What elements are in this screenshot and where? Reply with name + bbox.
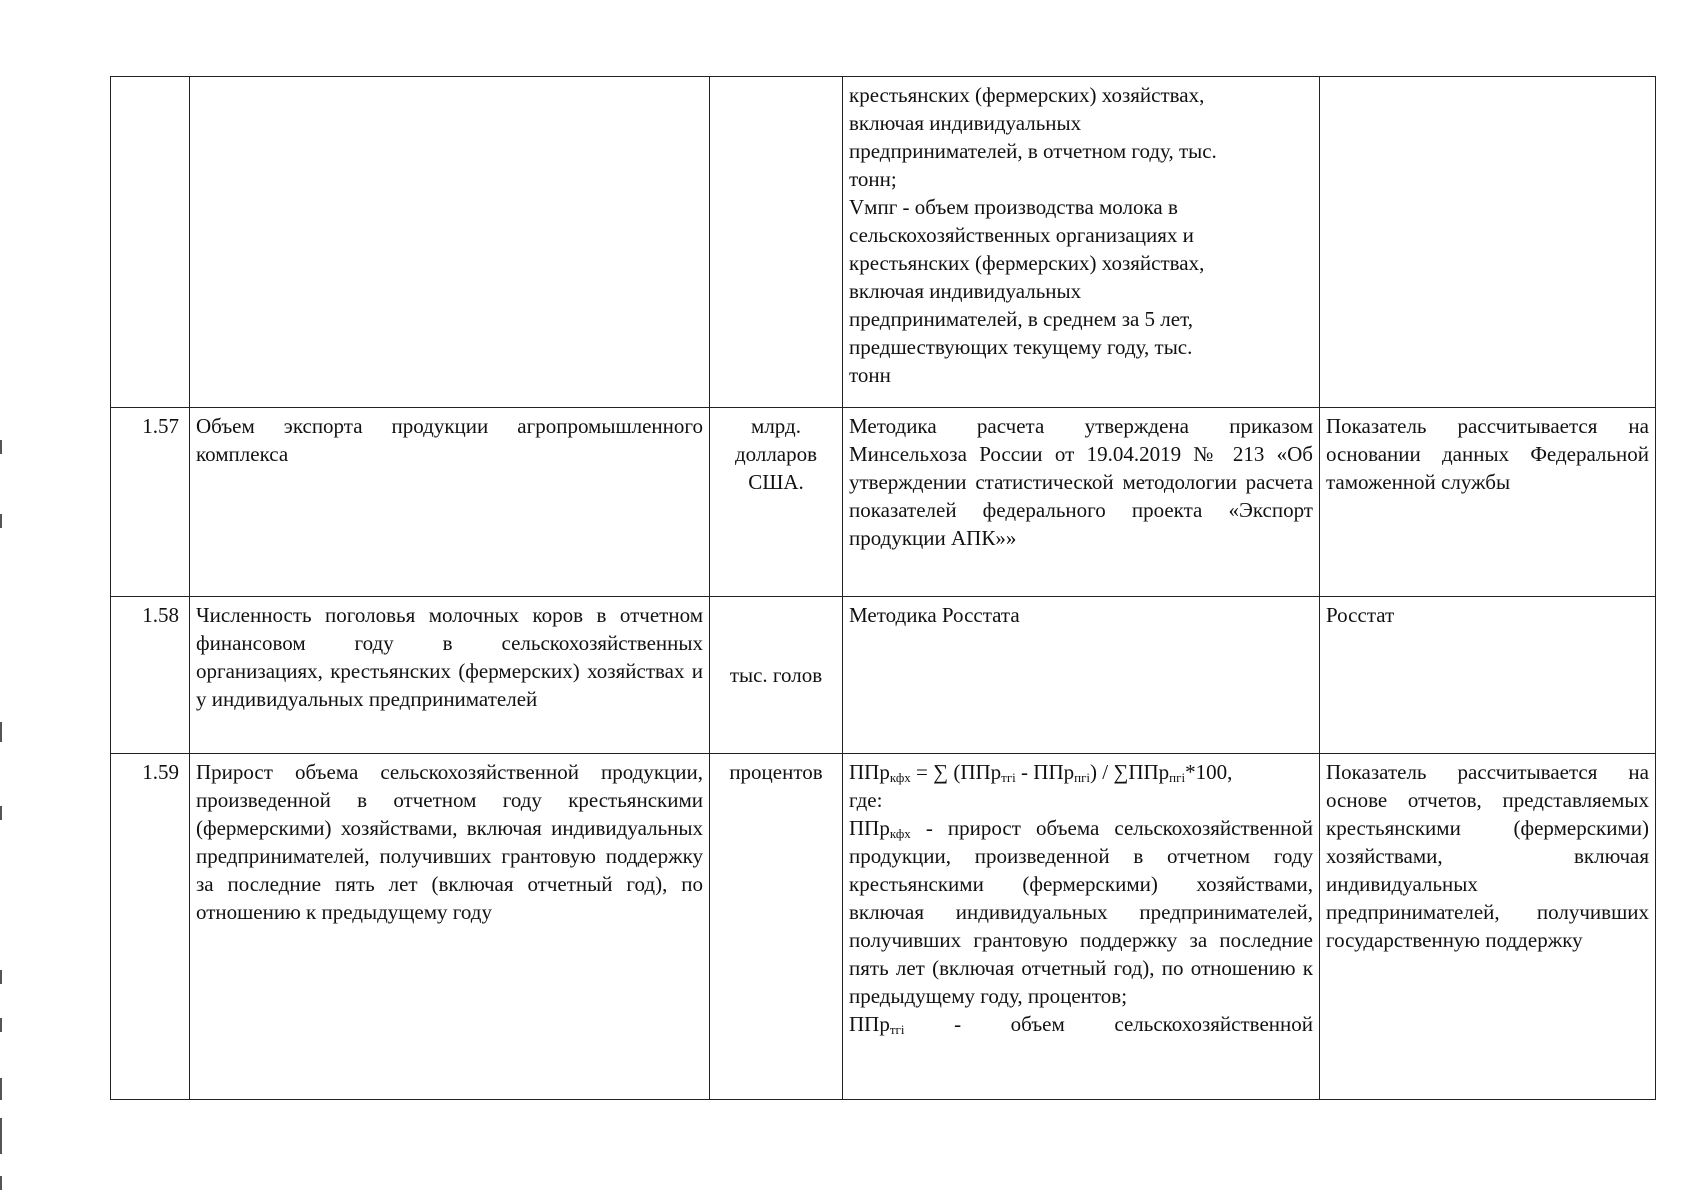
scan-margin-mark [0,1118,2,1154]
definition-subscript: тгi [889,1022,905,1037]
cell-number [111,77,190,408]
method-line: сельскохозяйственных организациях и [849,223,1194,247]
scan-margin-mark [0,1176,2,1190]
method-line: тонн; [849,167,897,191]
cell-source: Показатель рассчитывается на основании данных Федеральной таможенной службы [1320,408,1656,597]
scan-margin-mark [0,970,2,984]
indicators-table [110,76,1656,1100]
method-line: включая индивидуальных [849,279,1082,303]
formula-tail: *100, [1185,760,1233,784]
table-row [111,597,1656,754]
method-line: предпринимателей, в отчетном году, тыс. [849,139,1217,163]
scan-margin-mark [0,1018,2,1032]
method-line: крестьянских (фермерских) хозяйствах, [849,83,1205,107]
definition-subscript: кфх [889,826,911,841]
method-line: предшествующих текущему году, тыс. [849,335,1193,359]
cell-unit: процентов [710,754,843,1100]
cell-method [843,77,1320,408]
formula-subscript: тгi [1001,770,1016,785]
formula-lhs: ППр [849,760,890,784]
method-line: Vмпг - объем производства молока в [849,195,1178,219]
cell-number: 1.58 [111,597,190,754]
definition-term: ППр [849,1012,890,1036]
cell-source: Показатель рассчитывается на основе отчетов, представляемых крестьянскими (фермерскими) хозяйствами, включая индивидуальных предпринимателей, получивших государственную поддержку [1320,754,1656,1100]
formula-part: - ППр [1015,760,1075,784]
method-line: включая индивидуальных [849,111,1082,135]
indicator-name-text: Объем экспорта продукции агропромышленного комплекса [196,414,703,466]
formula-lhs-subscript: кфх [889,770,911,785]
scan-margin-mark [0,722,2,742]
cell-indicator-name: Численность поголовья молочных коров в отчетном финансовом году в сельскохозяйственных организациях, крестьянских (фермерских) хозяйствах и у индивидуальных предпринимателей [190,597,710,754]
formula-part: ) / ∑ППр [1090,760,1170,784]
scan-margin-mark [0,514,2,528]
scan-margin-mark [0,806,2,820]
formula-subscript: пгi [1074,770,1091,785]
scan-margin-mark [0,1078,2,1100]
cell-unit [710,77,843,408]
cell-method: Методика Росстата [843,597,1320,754]
unit-line: млрд. [751,414,801,438]
table-row [111,754,1656,1100]
cell-source: Росстат [1320,597,1656,754]
method-line: тонн [849,363,891,387]
definition-text: - прирост объема сельскохозяйственной продукции, произведенной в отчетном году крестьянскими (фермерскими) хозяйствами, включая индивидуальных предпринимателей, получивших грантовую поддержку за последние пять лет (включая отчетный год), по отношению к предыдущему году, процентов; [849,816,1313,1008]
formula-where: где: [849,788,883,812]
cell-method [843,754,1320,1100]
cell-source [1320,77,1656,408]
cell-method: Методика расчета утверждена приказом Минсельхоза России от 19.04.2019 № 213 «Об утверждении статистической методологии расчета показателей федерального проекта «Экспорт продукции АПК»» [843,408,1320,597]
definition-1 [849,816,1313,1008]
cell-unit [710,408,843,597]
formula [849,758,1313,786]
cell-number: 1.57 [111,408,190,597]
method-line: предпринимателей, в среднем за 5 лет, [849,307,1193,331]
unit-line: долларов [734,442,818,466]
scan-margin-mark [0,440,2,454]
method-line: крестьянских (фермерских) хозяйствах, [849,251,1205,275]
cell-unit: тыс. голов [710,597,843,754]
formula-subscript: пгi [1169,770,1186,785]
formula-part: = ∑ (ППр [910,760,1002,784]
table-row [111,408,1656,597]
definition-text: - объем сельскохозяйственной [904,1012,1313,1036]
definition-term: ППр [849,816,890,840]
cell-indicator-name: Прирост объема сельскохозяйственной продукции, произведенной в отчетном году крестьянскими (фермерскими) хозяйствами, включая индивидуальных предпринимателей, получивших грантовую поддержку за последние пять лет (включая отчетный год), по отношению к предыдущему году [190,754,710,1100]
cell-indicator-name [190,77,710,408]
table-row-continuation [111,77,1656,408]
cell-number: 1.59 [111,754,190,1100]
unit-line: США. [748,470,804,494]
definition-2 [849,1010,1313,1038]
cell-indicator-name [190,408,710,597]
